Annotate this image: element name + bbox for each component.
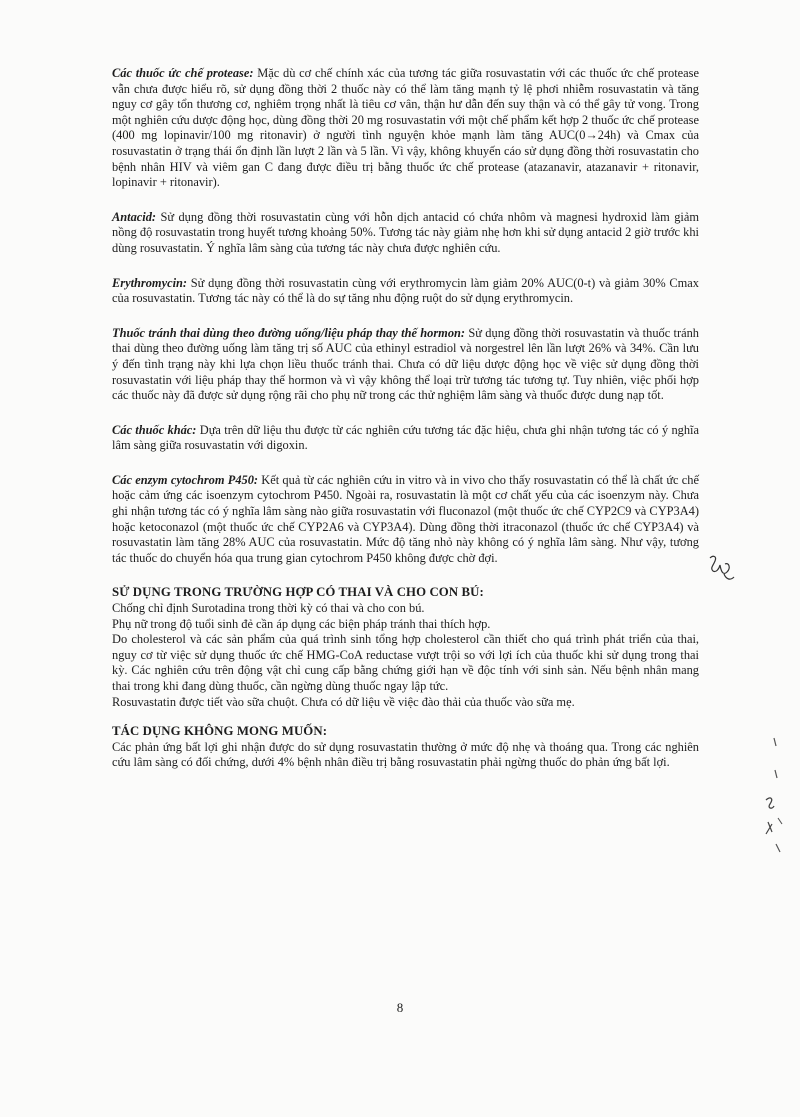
- paragraph-other-drugs: [112, 423, 699, 454]
- pregnancy-line: Rosuvastatin được tiết vào sữa chuột. Chưa có dữ liệu về việc đào thải của thuốc vào sữa mẹ.: [112, 694, 575, 709]
- section-pregnancy: [112, 585, 699, 710]
- text-protease: Mặc dù cơ chế chính xác của tương tác giữa rosuvastatin với các thuốc ức chế protease vẫn chưa được hiểu rõ, sử dụng đồng thời 2 thuốc này có thể làm tăng mạnh tỷ lệ phơi nhiễm rosuvastatin và tăng nguy cơ gây tổn thương cơ, nghiêm trọng nhất là tiêu cơ vân, thận hư dẫn đến suy thận và có thể gây tử vong. Trong một nghiên cứu dược động học, dùng đồng thời 20 mg rosuvastatin với một chế phẩm kết hợp 2 thuốc ức chế protease (400 mg lopinavir/100 mg ritonavir) ở người tình nguyện khỏe mạnh làm tăng AUC(0→24h) và Cmax của rosuvastatin ở trạng thái ổn định lần lượt 2 lần và 5 lần. Vì vậy, không khuyến cáo sử dụng đồng thời rosuvastatin cho bệnh nhân HIV và viêm gan C đang được điều trị bằng thuốc ức chế protease (atazanavir, atazanavir + ritonavir, lopinavir + ritonavir).: [112, 66, 699, 190]
- heading-protease: Các thuốc ức chế protease:: [112, 66, 254, 80]
- adverse-line: Các phản ứng bất lợi ghi nhận được do sử dụng rosuvastatin thường ở mức độ nhẹ và thoáng qua. Trong các nghiên cứu lâm sàng có đối chứng, dưới 4% bệnh nhân điều trị bằng rosuvastatin phải ngừng thuốc do phản ứng bất lợi.: [112, 739, 699, 770]
- section-adverse-effects: [112, 724, 699, 771]
- handwritten-initials-mark: [704, 552, 740, 584]
- section-title-adverse-effects: TÁC DỤNG KHÔNG MONG MUỐN:: [112, 724, 328, 739]
- text-cyp450: Kết quả từ các nghiên cứu in vitro và in vivo cho thấy rosuvastatin có thể là chất ức chế hoặc cảm ứng các isoenzym cytochrom P450. Ngoài ra, rosuvastatin là một cơ chất yếu của các isoenzym này. Chưa ghi nhận tương tác có ý nghĩa lâm sàng nào giữa rosuvastatin với fluconazol (một thuốc ức chế CYP2C9 và CYP3A4) hoặc ketoconazol (một thuốc ức chế CYP2A6 và CYP3A4). Dùng đồng thời itraconazol (thuốc ức chế CYP3A4) và rosuvastatin làm tăng 28% AUC của rosuvastatin. Mức độ tăng nhỏ này không có ý nghĩa lâm sàng. Như vậy, tương tác thuốc do chuyển hóa qua trung gian cytochrom P450 không được chờ đợi.: [112, 472, 699, 565]
- paragraph-contraceptive: [112, 326, 699, 404]
- heading-antacid: Antacid:: [112, 209, 157, 224]
- scan-edge-marks: [760, 736, 790, 866]
- heading-contraceptive: Thuốc tránh thai dùng theo đường uống/liệu pháp thay thế hormon:: [112, 325, 466, 340]
- text-antacid: Sử dụng đồng thời rosuvastatin cùng với hỗn dịch antacid có chứa nhôm và magnesi hydroxid làm giảm nồng độ rosuvastatin trong huyết tương khoảng 50%. Tương tác này giảm nhẹ hơn khi sử dụng antacid 2 giờ trước khi dùng rosuvastatin. Ý nghĩa lâm sàng của tương tác này chưa được nghiên cứu.: [112, 209, 699, 255]
- paragraph-cyp450: [112, 473, 699, 567]
- page-number: 8: [396, 1000, 404, 1015]
- paragraph-erythromycin: [112, 276, 699, 307]
- text-erythromycin: Sử dụng đồng thời rosuvastatin cùng với erythromycin làm giảm 20% AUC(0-t) và giảm 30% Cmax của rosuvastatin. Tương tác này có thể là do sự tăng nhu động ruột do sử dụng erythromycin.: [112, 275, 699, 306]
- heading-erythromycin: Erythromycin:: [112, 275, 188, 290]
- pregnancy-line: Phụ nữ trong độ tuổi sinh đẻ cần áp dụng các biện pháp tránh thai thích hợp.: [112, 616, 491, 631]
- pregnancy-line: Do cholesterol và các sản phẩm của quá trình sinh tổng hợp cholesterol cần thiết cho quá trình phát triển của thai, nguy cơ từ việc sử dụng thuốc ức chế HMG-CoA reductase vượt trội so với lợi ích của thuốc khi sử dụng trong thai kỳ. Các nghiên cứu trên động vật chỉ cung cấp bằng chứng giới hạn về độc tính với sinh sản. Nếu bệnh nhân mang thai trong khi đang dùng thuốc, cần ngừng dùng thuốc ngay lập tức.: [112, 632, 699, 693]
- document-content: [112, 66, 699, 785]
- pregnancy-line: Chống chỉ định Surotadina trong thời kỳ có thai và cho con bú.: [112, 601, 425, 616]
- section-title-pregnancy: SỬ DỤNG TRONG TRƯỜNG HỢP CÓ THAI VÀ CHO CON BÚ:: [112, 585, 484, 600]
- heading-other-drugs: Các thuốc khác:: [112, 422, 197, 437]
- text-other-drugs: Dựa trên dữ liệu thu được từ các nghiên cứu tương tác đặc hiệu, chưa ghi nhận tương tác có ý nghĩa lâm sàng giữa rosuvastatin với digoxin.: [112, 422, 699, 453]
- paragraph-protease: [112, 66, 699, 191]
- paragraph-antacid: [112, 210, 699, 257]
- heading-cyp450: Các enzym cytochrom P450:: [112, 472, 259, 487]
- text-contraceptive: Sử dụng đồng thời rosuvastatin và thuốc tránh thai dùng theo đường uống làm tăng trị số AUC của ethinyl estradiol và norgestrel lên lần lượt 26% và 34%. Cần lưu ý đến tình trạng này khi lựa chọn liều thuốc tránh thai. Chưa có dữ liệu dược động học về việc sử dụng đồng thời rosuvastatin với liệu pháp thay thế hormon và vì vậy không thể loại trừ tương tác tương tự. Tuy nhiên, việc phối hợp các thuốc này đã được sử dụng rộng rãi cho phụ nữ trong các thử nghiệm lâm sàng và thuốc được dung nạp tốt.: [112, 325, 699, 403]
